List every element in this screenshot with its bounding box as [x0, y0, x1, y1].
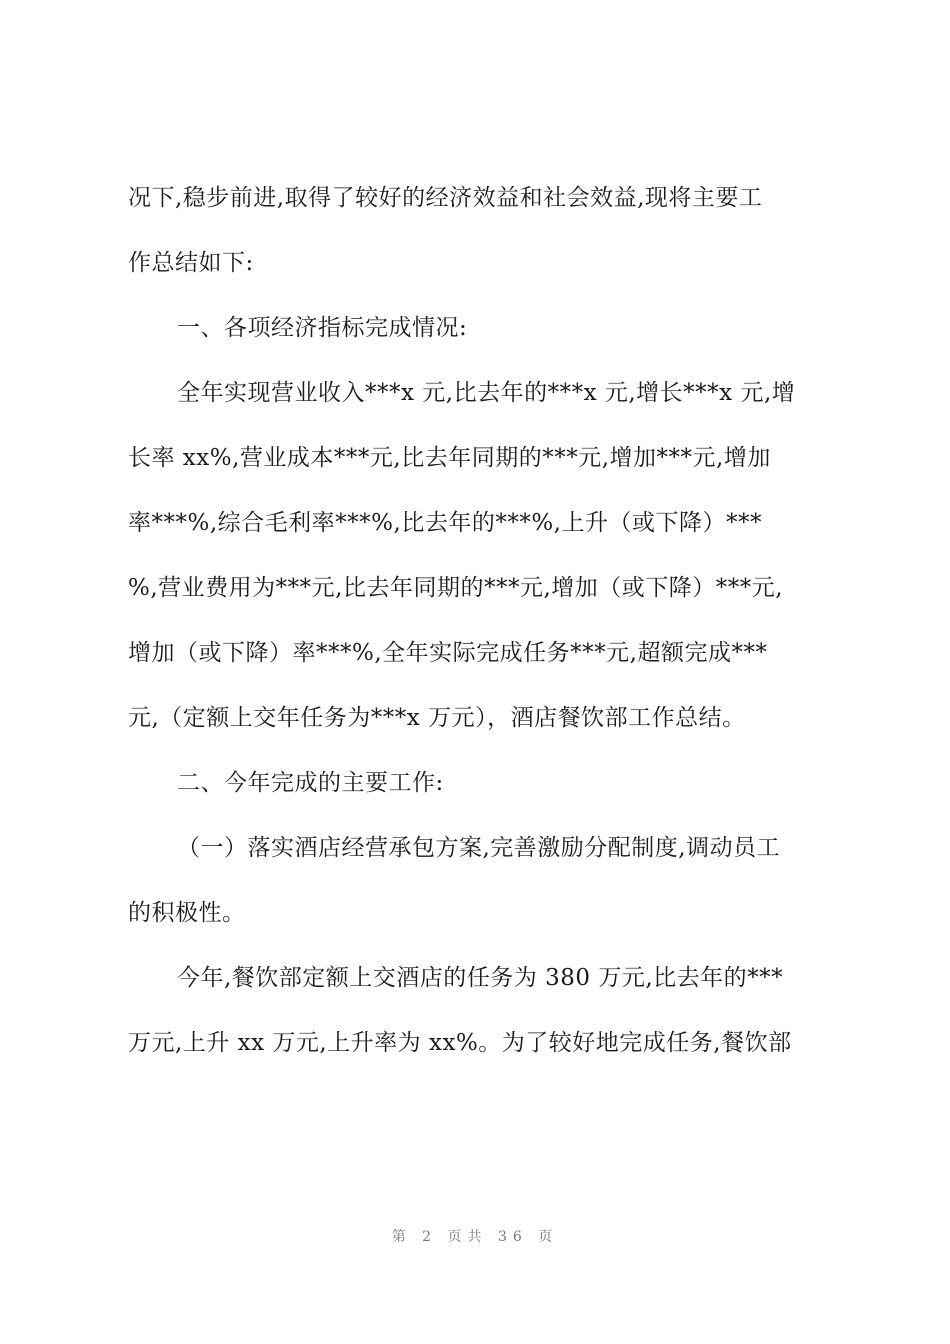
text-line: 的积极性。 [128, 900, 246, 926]
document-body [128, 170, 854, 1080]
paragraph-start: 全年实现营业收入***x 元,比去年的***x 元,增长***x 元,增 [177, 380, 796, 406]
text-line: 长率 xx%,营业成本***元,比去年同期的***元,增加***元,增加 [128, 445, 771, 471]
text-line: 况下,稳步前进,取得了较好的经济效益和社会效益,现将主要工 [128, 185, 763, 211]
section-heading: 一、各项经济指标完成情况: [177, 315, 468, 341]
page-number-footer: 第 2 页共 36 页 [391, 1229, 559, 1245]
text-line: 增加（或下降）率***%,全年实际完成任务***元,超额完成*** [128, 640, 768, 666]
paragraph-start: 今年,餐饮部定额上交酒店的任务为 380 万元,比去年的*** [177, 965, 784, 991]
text-line: 率***%,综合毛利率***%,比去年的***%,上升（或下降）*** [128, 510, 762, 536]
text-line: 作总结如下: [128, 250, 254, 276]
text-line: 万元,上升 xx 万元,上升率为 xx%。为了较好地完成任务,餐饮部 [128, 1030, 792, 1056]
text-line: 元,（定额上交年任务为***x 万元），酒店餐饮部工作总结。 [128, 705, 746, 731]
section-heading: 二、今年完成的主要工作: [177, 770, 444, 796]
text-line: %,营业费用为***元,比去年同期的***元,增加（或下降）***元, [128, 575, 784, 601]
subsection-heading: （一）落实酒店经营承包方案,完善激励分配制度,调动员工 [177, 835, 781, 861]
